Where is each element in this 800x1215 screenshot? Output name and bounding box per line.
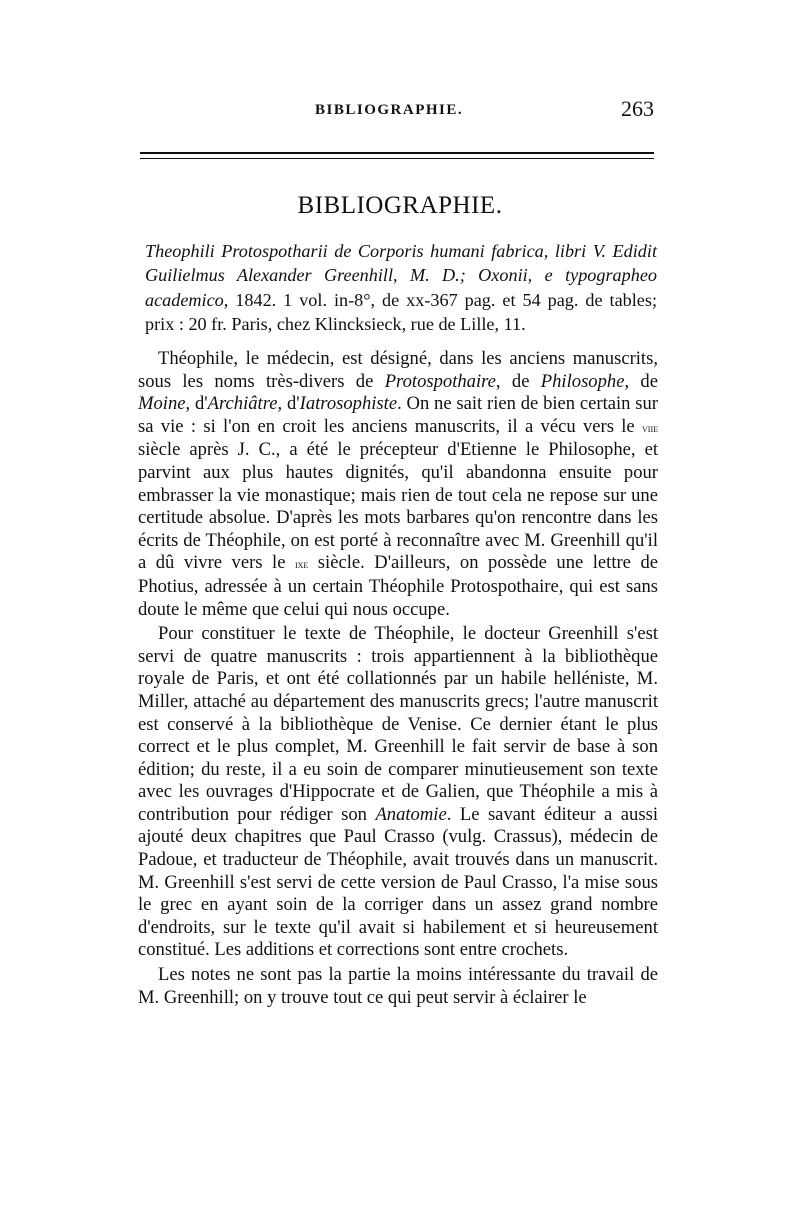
- paragraph-3-text: Les notes ne sont pas la partie la moins intéressante du travail de M. Greenhill; on y trouve tout ce qui peut servir à éclairer le: [138, 964, 658, 1008]
- paragraph-2: [138, 623, 658, 962]
- paragraph-1: [138, 348, 658, 621]
- paragraph-3: [138, 964, 658, 1009]
- paragraph-1-text: Théophile, le médecin, est désigné, dans les anciens manuscrits, sous les noms très-divers de: [138, 348, 658, 392]
- paragraph-1-text: . On ne sait rien de bien certain sur sa vie : si l'on en croit les anciens manuscrits, il a vécu vers le: [138, 393, 658, 437]
- header-rule-thick: [140, 152, 654, 154]
- section-title: BIBLIOGRAPHIE.: [297, 192, 503, 219]
- header-rule-thin: [140, 158, 654, 159]
- century-numeral: ixe: [294, 557, 309, 572]
- citation-title: Theophili Protospotharii de Corporis humani fabrica, libri V. Edidit Guilielmus Alexander Greenhill, M. D.; Oxonii, e typographeo academico: [145, 241, 657, 310]
- paragraph-2-text: . Le savant éditeur a aussi ajouté deux chapitres que Paul Crasso (vulg. Crassus), médecin de Padoue, et traducteur de Théophile, avait trouvés dans un manuscrit. M. Greenhill s'est servi de cette version de Paul Crasso, l'a mise sous le grec en ayant soin de la corriger dans un assez grand nombre d'endroits, sur le texte qu'il avait si habilement et si heureusement constitué. Les additions et corrections sont entre crochets.: [138, 803, 658, 961]
- paragraph-1-text: siècle. D'ailleurs, on possède une lettre de Photius, adressée à un certain Théophile Protospothaire, qui est sans doute le même que celui qui nous occupe.: [138, 552, 658, 620]
- italic-term: Archiâtre: [207, 393, 278, 415]
- review-body: [138, 348, 658, 1009]
- italic-term: Moine: [138, 393, 186, 415]
- running-head: [140, 96, 660, 126]
- italic-term: Anatomie: [375, 803, 447, 825]
- paragraph-1-text: , d': [185, 393, 208, 415]
- italic-term: Iatrosophiste: [299, 393, 398, 415]
- page-number: 263: [621, 96, 654, 121]
- paragraph-1-text: , d': [277, 393, 300, 415]
- citation-details: , 1842. 1 vol. in-8°, de xx-367 pag. et 54 pag. de tables; prix : 20 fr. Paris, chez Klincksieck, rue de Lille, 11.: [145, 289, 657, 334]
- paragraph-1-text: siècle après J. C., a été le précepteur d'Etienne le Philosophe, et parvint aux plus hautes dignités, qu'il abandonna ensuite pour embrasser la vie monastique; mais rien de tout cela ne repose sur une certitude absolue. D'après les mots barbares qu'on rencontre dans les écrits de Théophile, on est porté à reconnaître avec M. Greenhill qu'il a dû vivre vers le: [138, 439, 658, 574]
- paragraph-1-text: , de: [495, 370, 541, 392]
- paragraph-1-text: , de: [624, 370, 658, 392]
- running-title: BIBLIOGRAPHIE.: [315, 102, 464, 118]
- bibliographic-citation: [145, 239, 657, 336]
- century-numeral: viie: [642, 420, 658, 435]
- italic-term: Protospothaire: [384, 370, 496, 392]
- paragraph-2-text: Pour constituer le texte de Théophile, le docteur Greenhill s'est servi de quatre manuscrits : trois appartiennent à la bibliothèque royale de Paris, et ont été collationnés par un habile helléniste, M. Miller, attaché au département des manuscrits grecs; l'autre manuscrit est conservé à la bibliothèque de Venise. Ce dernier étant le plus correct et le plus complet, M. Greenhill le fait servir de base à son édition; du reste, il a eu soin de comparer minutieusement son texte avec les ouvrages d'Hippocrate et de Galien, que Théophile a mis à contribution pour rédiger son: [138, 623, 658, 825]
- italic-term: Philosophe: [540, 370, 625, 392]
